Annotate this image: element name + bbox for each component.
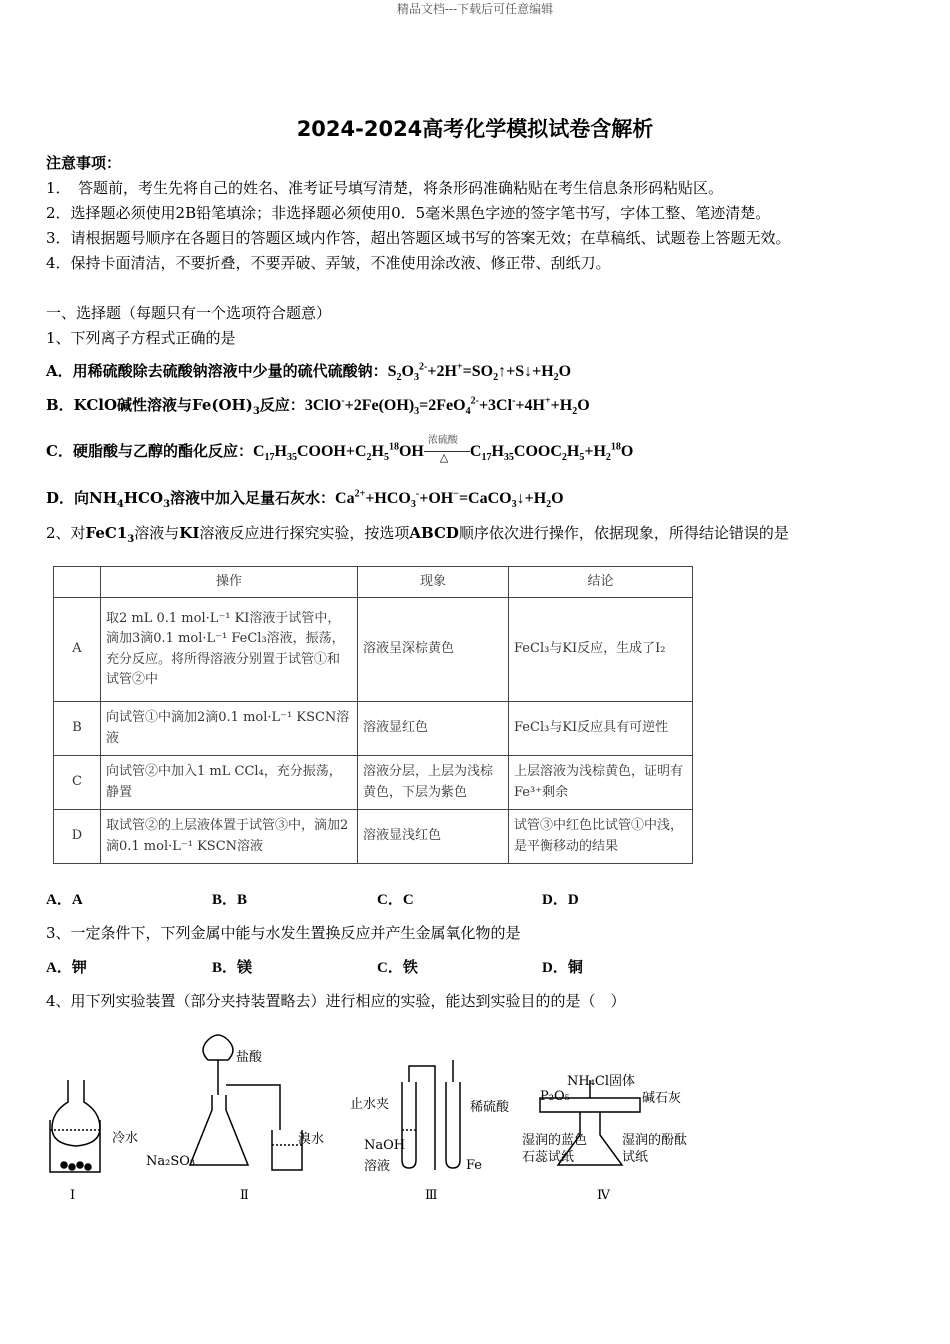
phenomenon-cell: 溶液显浅红色 [358, 810, 509, 864]
conclusion-cell: 上层溶液为浅棕黄色，证明有Fe³⁺剩余 [509, 756, 693, 810]
notice-heading: 注意事项： [46, 154, 122, 172]
label-blue-litmus-1: 湿润的蓝色 [522, 1133, 588, 1148]
q3-option-a[interactable]: A．钾 [46, 960, 87, 976]
table-header-row [54, 567, 693, 598]
table-header-cell: 操作 [101, 567, 358, 598]
notice-item-4: 4．保持卡面清洁，不要折叠，不要弄破、弄皱，不准使用涂改液、修正带、刮纸刀。 [46, 254, 611, 272]
label-p2o5: P₂O₅ [540, 1089, 570, 1104]
phenomenon-cell: 溶液分层，上层为浅棕黄色，下层为紫色 [358, 756, 509, 810]
label-phenolphthalein-1: 湿润的酚酞 [622, 1133, 688, 1148]
label-naoh-solution: 溶液 [364, 1159, 391, 1174]
label-naoh: NaOH [364, 1138, 406, 1153]
label-dilute-sulfuric-acid: 稀硫酸 [470, 1100, 510, 1115]
conclusion-cell: FeCl₃与KI反应，生成了I₂ [509, 598, 693, 702]
operation-cell: 取试管②的上层液体置于试管③中，滴加2滴0.1 mol·L⁻¹ KSCN溶液 [101, 810, 358, 864]
notice-item-3: 3．请根据题号顺序在各题目的答题区域内作答，超出答题区域书写的答案无效；在草稿纸、试题卷上答题无效。 [46, 229, 791, 247]
label-sodium-sulfite: Na₂SO₃ [146, 1154, 196, 1169]
label-blue-litmus-2: 石蕊试纸 [522, 1150, 575, 1165]
phenomenon-cell: 溶液呈深棕黄色 [358, 598, 509, 702]
label-clamp: 止水夹 [350, 1097, 390, 1112]
figure-iii-label: Ⅲ [425, 1188, 438, 1203]
conclusion-cell: 试管③中红色比试管①中浅，是平衡移动的结果 [509, 810, 693, 864]
q2-option-c[interactable]: C．C [377, 892, 414, 908]
page-title: 2024-2024高考化学模拟试卷含解析 [296, 117, 654, 141]
figure-i-label: Ⅰ [70, 1188, 76, 1203]
q2-option-b[interactable]: B．B [212, 892, 248, 908]
q1-option-a[interactable]: A．用稀硫酸除去硫酸钠溶液中少量的硫代硫酸钠：$S_2O_3^{2-}+2H^+=SO_2↑+S↓+H_2O$ [46, 361, 572, 384]
q1-option-b[interactable]: B．KClO碱性溶液与$Fe(OH)_3$反应：$3ClO^-+2Fe(OH)_3=2FeO_4^{2-}+3Cl^-+4H^++H_2O$ [46, 395, 590, 418]
q1-option-c[interactable]: C．硬脂酸与乙醇的酯化反应：$C_{17}H_{35}COOH+C_2H_5^{18}OH$ 浓硫酸 △ $C_{17}H_{35}COOC_2H_5+H_2^{18}O$ [46, 435, 634, 464]
phenomenon-cell: 溶液显红色 [358, 702, 509, 756]
table-header-cell: 结论 [509, 567, 693, 598]
q3-option-b[interactable]: B．镁 [212, 960, 253, 976]
reaction-arrow: 浓硫酸 △ [424, 445, 470, 459]
q3-option-d[interactable]: D．铜 [542, 960, 583, 976]
label-soda-lime: 碱石灰 [642, 1091, 682, 1106]
q1-stem: 1、下列离子方程式正确的是 [46, 329, 236, 347]
section-heading: 一、选择题（每题只有一个选项符合题意） [46, 304, 332, 322]
table-row [54, 756, 693, 810]
table-row [54, 598, 693, 702]
figure-ii-label: Ⅱ [240, 1188, 249, 1203]
operation-cell: 向试管②中加入1 mL CCl₄，充分振荡，静置 [101, 756, 358, 810]
table-row [54, 810, 693, 864]
operation-cell: 向试管①中滴加2滴0.1 mol·L⁻¹ KSCN溶液 [101, 702, 358, 756]
label-phenolphthalein-2: 试纸 [622, 1150, 649, 1165]
q3-option-c[interactable]: C．铁 [377, 960, 418, 976]
q1-option-d[interactable]: D．向$NH_4HCO_3$溶液中加入足量石灰水：$Ca^{2+}+HCO_3^-+OH^-=CaCO_3↓+H_2O$ [46, 488, 564, 511]
q1-c-products: $C_{17}H_{35}COOC_2H_5+H_2^{18}O$ [469, 441, 634, 464]
page-header: 精品文档---下载后可任意编辑 [396, 2, 554, 16]
apparatus-figures [40, 1020, 720, 1220]
experiment-table [53, 566, 693, 864]
notice-item-1: 1． 答题前，考生先将自己的姓名、准考证号填写清楚，将条形码准确粘贴在考生信息条形码粘贴区。 [46, 179, 724, 197]
label-iron: Fe [466, 1158, 483, 1173]
label-bromine-water: 溴水 [298, 1132, 325, 1147]
notice-item-2: 2．选择题必须使用2B铅笔填涂；非选择题必须使用0．5毫米黑色字迹的签字笔书写，字体工整、笔迹清楚。 [46, 204, 771, 222]
table-row [54, 702, 693, 756]
q4-stem: 4、用下列实验装置（部分夹持装置略去）进行相应的实验，能达到实验目的的是（ ） [46, 992, 626, 1010]
conclusion-cell: FeCl₃与KI反应具有可逆性 [509, 702, 693, 756]
q1-d-equation: $Ca^{2+}+HCO_3^-+OH^-=CaCO_3↓+H_2O$ [335, 488, 564, 511]
apparatus-i [50, 1080, 100, 1172]
q1-a-equation: $S_2O_3^{2-}+2H^+=SO_2↑+S↓+H_2O$ [387, 361, 572, 384]
figure-iv-label: Ⅳ [597, 1188, 610, 1203]
apparatus-iii [402, 1060, 460, 1170]
operation-cell: 取2 mL 0.1 mol·L⁻¹ KI溶液于试管中，滴加3滴0.1 mol·L⁻¹ FeCl₃溶液，振荡，充分反应。将所得溶液分别置于试管①和试管②中 [101, 598, 358, 702]
q2-stem: 2、对$FeC1_3$溶液与KI溶液反应进行探究实验，按选项ABCD顺序依次进行操作，依据现象，所得结论错误的是 [46, 524, 789, 545]
row-label: D [54, 810, 101, 864]
q2-option-d[interactable]: D．D [542, 892, 579, 908]
table-header-cell [54, 567, 101, 598]
q1-c-reactants: $C_{17}H_{35}COOH+C_2H_5^{18}OH$ [252, 441, 424, 464]
label-hydrochloric-acid: 盐酸 [236, 1050, 263, 1065]
row-label: B [54, 702, 101, 756]
q3-stem: 3、一定条件下，下列金属中能与水发生置换反应并产生金属氧化物的是 [46, 924, 521, 942]
table-header-cell: 现象 [358, 567, 509, 598]
label-cold-water: 冷水 [112, 1131, 139, 1146]
label-ammonium-chloride: NH₄Cl固体 [567, 1074, 636, 1089]
row-label: A [54, 598, 101, 702]
row-label: C [54, 756, 101, 810]
q1-b-equation: $3ClO^-+2Fe(OH)_3=2FeO_4^{2-}+3Cl^-+4H^++H_2O$ [304, 395, 590, 418]
q2-option-a[interactable]: A．A [46, 892, 83, 908]
